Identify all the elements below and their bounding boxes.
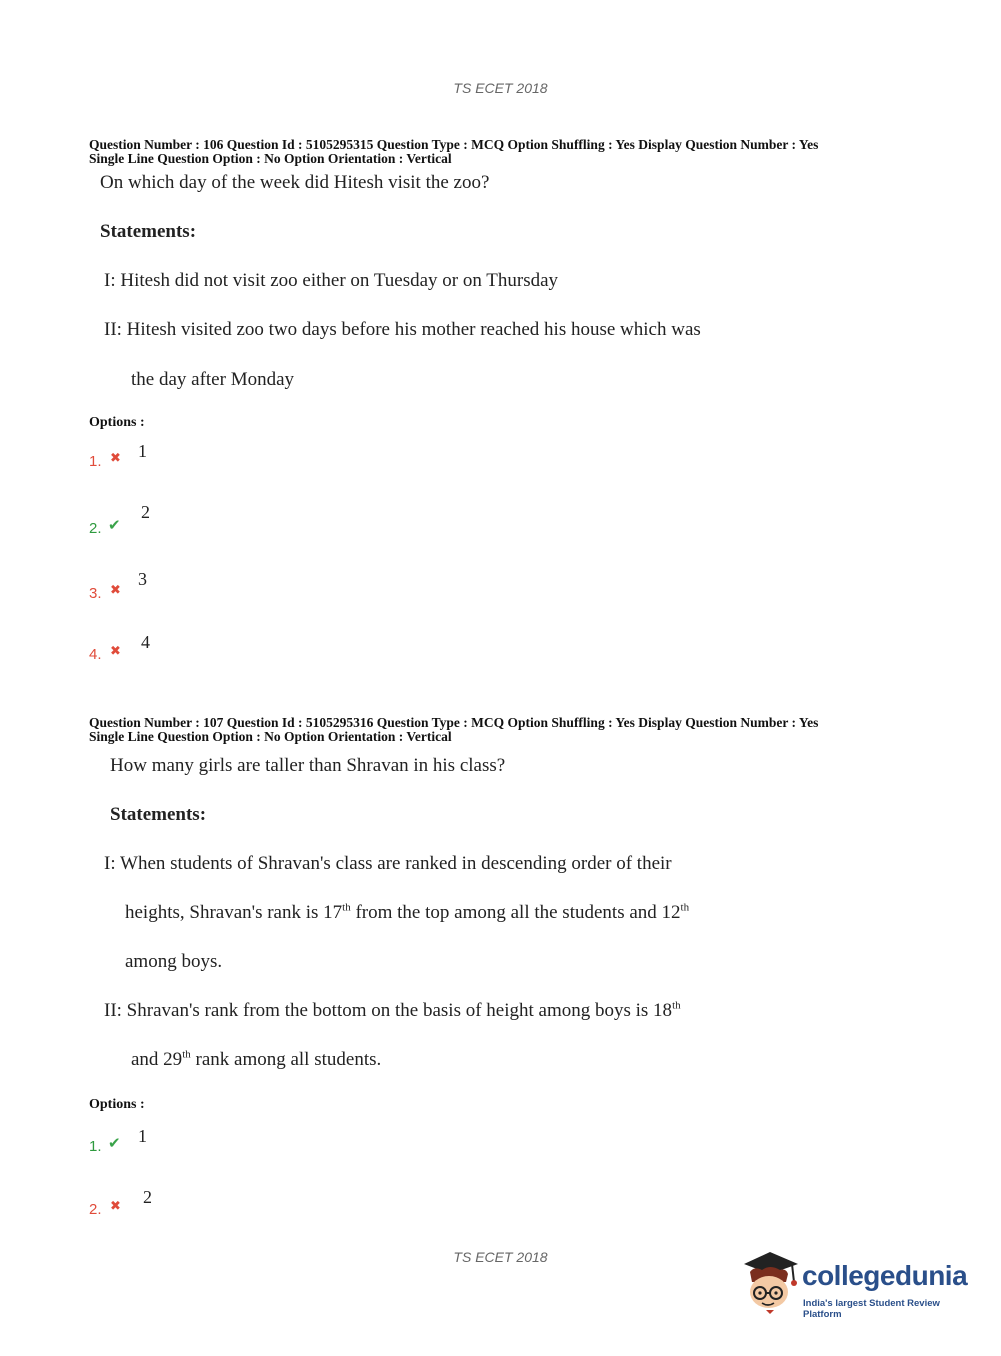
ordinal-suffix: th: [672, 999, 681, 1012]
mascot-icon: [740, 1248, 802, 1316]
question-meta-line2: Single Line Question Option : No Option Orientation : Vertical: [89, 151, 452, 166]
statement-2: II: Hitesh visited zoo two days before his mother reached his house which was: [104, 319, 701, 340]
ordinal-suffix: th: [182, 1048, 191, 1061]
check-icon: ✔: [108, 516, 121, 534]
statement-1: I: Hitesh did not visit zoo either on Tuesday or on Thursday: [104, 270, 559, 291]
statement-text: heights, Shravan's rank is 17: [125, 902, 343, 923]
statement-1-end: among boys.: [125, 951, 223, 972]
options-label: Options :: [89, 415, 145, 430]
collegedunia-logo: [740, 1248, 970, 1320]
statement-text: from the top among all the students and 12: [350, 902, 681, 923]
option-value[interactable]: 1: [138, 441, 147, 461]
logo-wordmark: collegedunia: [802, 1260, 968, 1291]
option-value[interactable]: 2: [143, 1187, 152, 1207]
ordinal-suffix: th: [342, 901, 351, 914]
statement-2: [104, 1000, 681, 1022]
page-footer: TS ECET 2018: [453, 1249, 548, 1265]
question-meta-line1: Question Number : 107 Question Id : 5105295316 Question Type : MCQ Option Shuffling : Yes Display Question Number : Yes: [89, 715, 819, 730]
cross-icon: ✖: [110, 451, 121, 466]
statements-heading: Statements:: [100, 221, 197, 242]
option-number: 3.: [89, 585, 102, 602]
option-value[interactable]: 4: [141, 632, 150, 652]
question-meta-line1: Question Number : 106 Question Id : 5105295315 Question Type : MCQ Option Shuffling : Yes Display Question Number : Yes: [89, 137, 819, 152]
page-header: TS ECET 2018: [453, 80, 548, 96]
check-icon: ✔: [108, 1134, 121, 1152]
statements-heading: Statements:: [110, 804, 207, 825]
option-number: 2.: [89, 1201, 102, 1218]
cross-icon: ✖: [110, 583, 121, 598]
options-label: Options :: [89, 1097, 145, 1112]
option-number: 1.: [89, 453, 102, 470]
statement-2-continued: the day after Monday: [131, 369, 295, 390]
statement-text: and 29: [131, 1049, 183, 1070]
question-text: How many girls are taller than Shravan in his class?: [110, 755, 506, 776]
statement-text: II: Shravan's rank from the bottom on the basis of height among boys is 18: [104, 1000, 673, 1021]
question-text: On which day of the week did Hitesh visit the zoo?: [100, 172, 490, 193]
option-number: 4.: [89, 646, 102, 663]
cross-icon: ✖: [110, 644, 121, 659]
statement-1-continued: [125, 902, 689, 924]
ordinal-suffix: th: [680, 901, 690, 914]
option-number: 1.: [89, 1138, 102, 1155]
option-value[interactable]: 3: [138, 569, 147, 589]
statement-text: rank among all students.: [190, 1049, 382, 1070]
option-value[interactable]: 1: [138, 1126, 147, 1146]
question-meta-line2: Single Line Question Option : No Option Orientation : Vertical: [89, 729, 452, 744]
logo-tagline: India's largest Student Review Platform: [803, 1298, 940, 1320]
statement-1: I: When students of Shravan's class are ranked in descending order of their: [104, 853, 672, 874]
option-value[interactable]: 2: [141, 502, 150, 522]
cross-icon: ✖: [110, 1199, 121, 1214]
statement-2-continued: [131, 1049, 381, 1071]
option-number: 2.: [89, 520, 102, 537]
